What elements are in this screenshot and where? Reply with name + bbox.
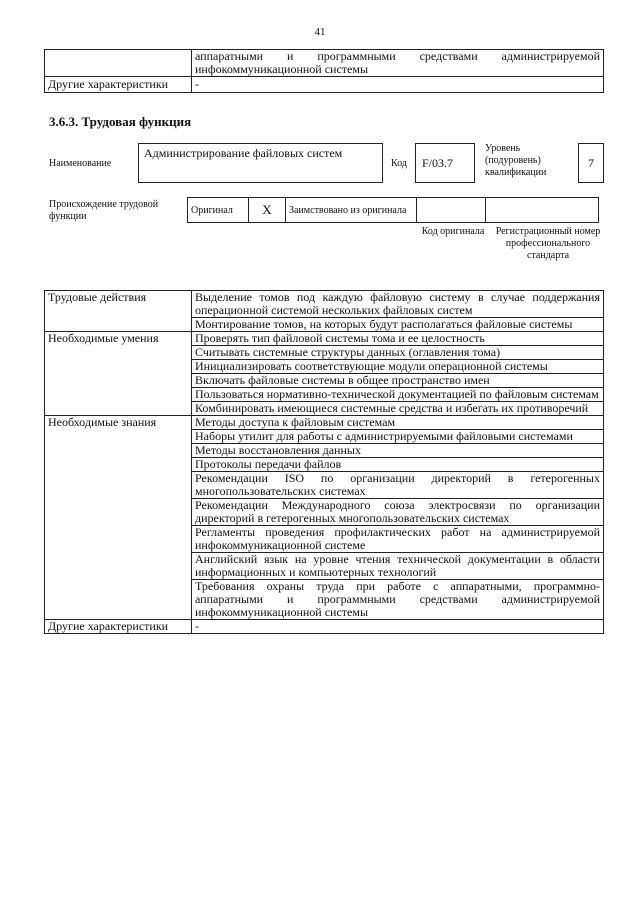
level-label: Уровень (подуровень) квалификации <box>485 143 547 178</box>
skill-item: Проверять тип файловой системы тома и ее целостность <box>192 332 604 346</box>
original-label: Оригинал <box>188 198 249 223</box>
knowledge-item: Протоколы передачи файлов <box>192 458 604 472</box>
code-label: Код <box>391 158 407 169</box>
action-item: Монтирование томов, на которых будут располагаться файловые системы <box>192 318 604 332</box>
level-value: 7 <box>578 143 604 183</box>
other-characteristics-value: - <box>192 620 604 634</box>
labor-function-table <box>44 290 604 634</box>
knowledge-item: Методы доступа к файловым системам <box>192 416 604 430</box>
knowledge-label: Необходимые знания <box>45 416 192 620</box>
continued-empty-cell <box>45 50 192 77</box>
origin-label: Происхождение трудовой функции <box>49 199 159 222</box>
name-label: Наименование <box>49 158 112 169</box>
code-original-cell <box>417 198 486 223</box>
skills-label: Необходимые умения <box>45 332 192 416</box>
continued-table <box>44 49 604 93</box>
code-original-label: Код оригинала <box>421 226 485 237</box>
skill-item: Комбинировать имеющиеся системные средства и избегать их противоречий <box>192 402 604 416</box>
page-number: 41 <box>314 26 326 38</box>
knowledge-item: Наборы утилит для работы с администрируемыми файловыми системами <box>192 430 604 444</box>
action-item: Выделение томов под каждую файловую систему в случае поддержания операционной системой нескольких файловых систем <box>192 291 604 318</box>
origin-table <box>187 197 599 223</box>
continued-text: аппаратными и программными средствами администрируемой инфокоммуникационной системы <box>192 50 604 77</box>
reg-number-cell <box>486 198 599 223</box>
knowledge-item: Регламенты проведения профилактических работ на администрируемой инфокоммуникационной системе <box>192 526 604 553</box>
knowledge-item: Английский язык на уровне чтения технической документации в области информационных и компьютерных технологий <box>192 553 604 580</box>
knowledge-item: Методы восстановления данных <box>192 444 604 458</box>
other-characteristics-label: Другие характеристики <box>45 620 192 634</box>
actions-label: Трудовые действия <box>45 291 192 332</box>
skill-item: Включать файловые системы в общее пространство имен <box>192 374 604 388</box>
borrowed-label: Заимствовано из оригинала <box>286 198 417 223</box>
other-characteristics-value: - <box>192 77 604 93</box>
section-title: 3.6.3. Трудовая функция <box>49 114 192 129</box>
knowledge-item: Рекомендации ISO по организации директорий в гетерогенных многопользовательских системах <box>192 472 604 499</box>
skill-item: Инициализировать соответствующие модули операционной системы <box>192 360 604 374</box>
skill-item: Считывать системные структуры данных (оглавления тома) <box>192 346 604 360</box>
name-value: Администрирование файловых систем <box>138 143 383 183</box>
reg-number-label: Регистрационный номер профессионального стандарта <box>495 226 601 261</box>
knowledge-item: Рекомендации Международного союза электросвязи по организации директорий в гетерогенных многопользовательских системах <box>192 499 604 526</box>
skill-item: Пользоваться нормативно-технической документацией по файловым системам <box>192 388 604 402</box>
code-value: F/03.7 <box>415 143 475 183</box>
knowledge-item: Требования охраны труда при работе с аппаратными, программно-аппаратными и программными средствами администрируемой инфокоммуникационной системы <box>192 580 604 620</box>
original-mark: X <box>249 198 286 223</box>
other-characteristics-label: Другие характеристики <box>45 77 192 93</box>
